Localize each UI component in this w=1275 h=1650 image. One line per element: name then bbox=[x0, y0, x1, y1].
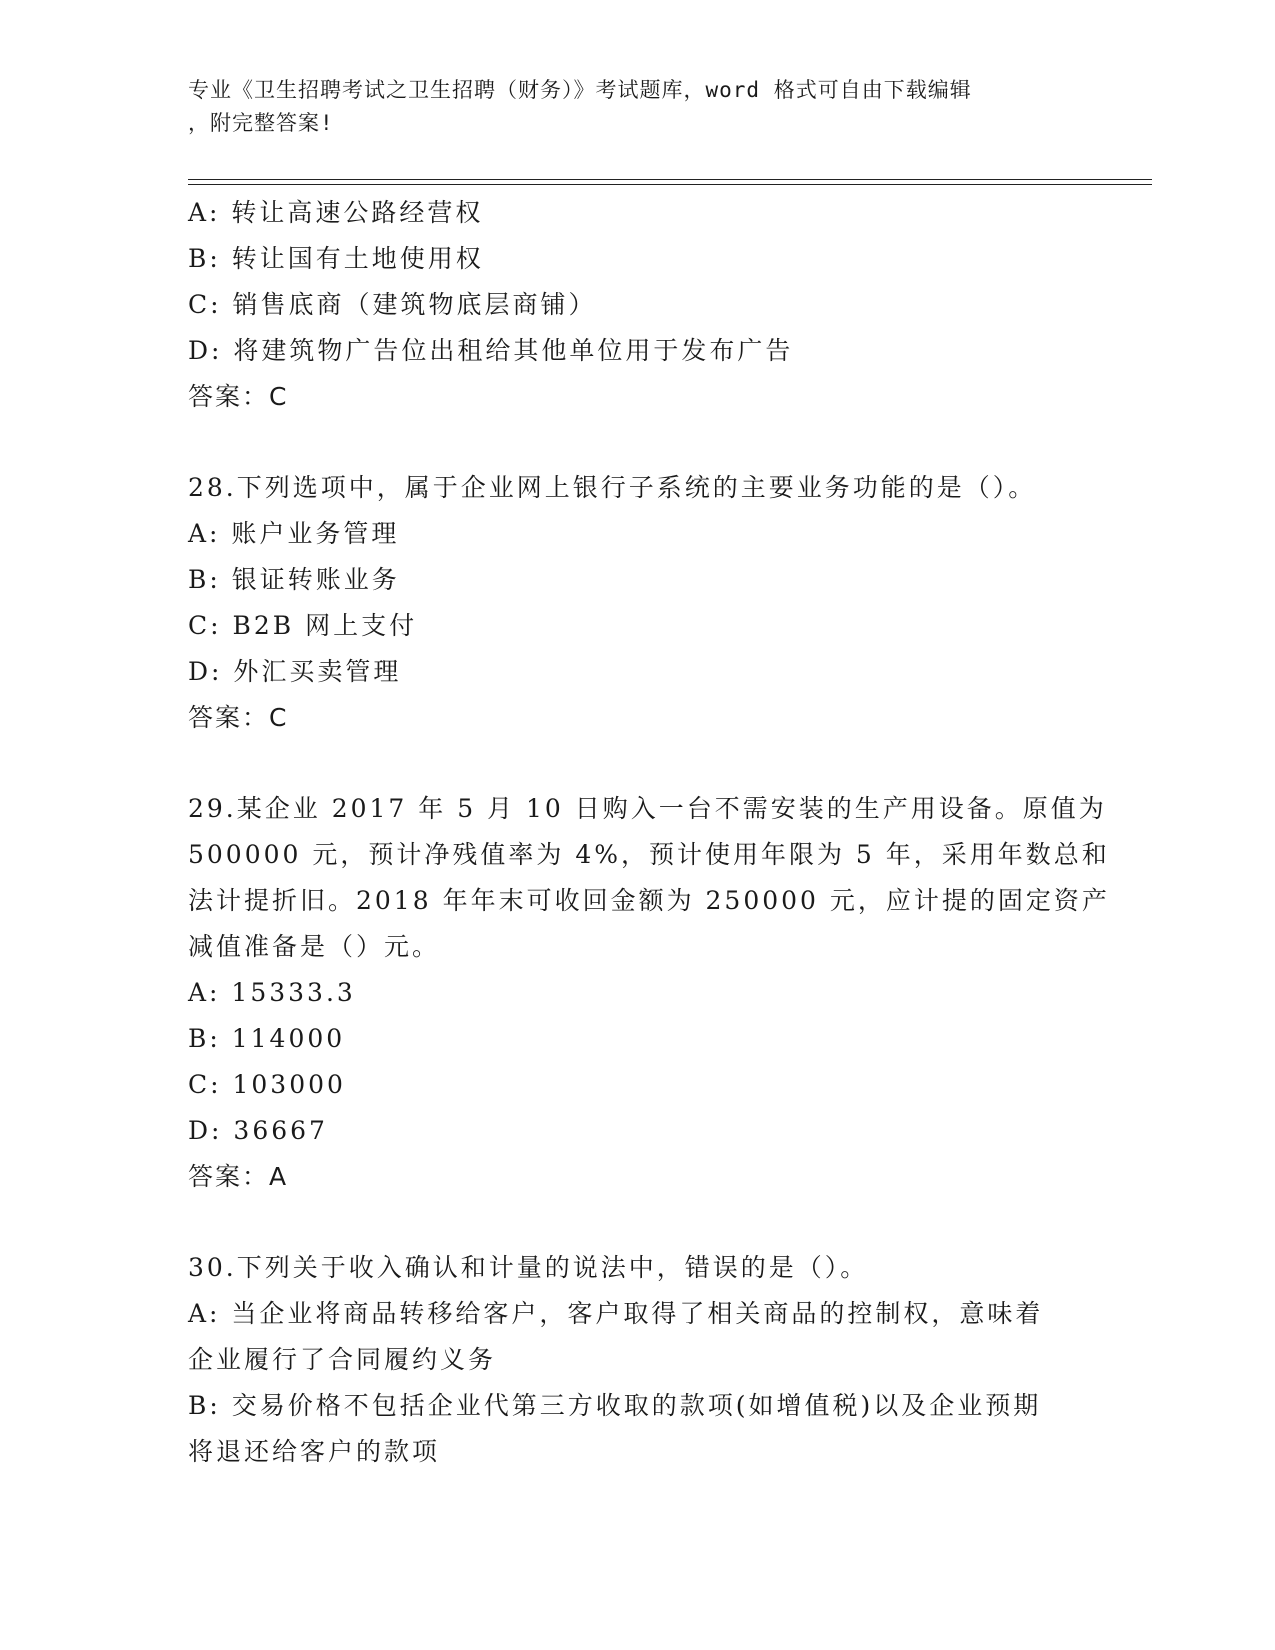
header-divider-top bbox=[188, 179, 1152, 180]
option-a: A: 账户业务管理 bbox=[188, 519, 400, 548]
answer-label: 答案：C bbox=[188, 382, 289, 411]
question-28 bbox=[188, 465, 1088, 741]
option-c: C: 销售底商（建筑物底层商铺） bbox=[188, 290, 597, 319]
question-30 bbox=[188, 1245, 1088, 1475]
option-d: D: 36667 bbox=[188, 1116, 328, 1145]
option-c: C: B2B 网上支付 bbox=[188, 611, 418, 640]
question-29 bbox=[188, 786, 1110, 1200]
option-d: D: 外汇买卖管理 bbox=[188, 657, 402, 686]
question-stem: 30.下列关于收入确认和计量的说法中，错误的是（）。 bbox=[188, 1253, 869, 1282]
option-c: C: 103000 bbox=[188, 1070, 346, 1099]
option-a: A: 转让高速公路经营权 bbox=[188, 198, 484, 227]
option-b: B: 转让国有土地使用权 bbox=[188, 244, 484, 273]
header-divider-bottom bbox=[188, 184, 1152, 185]
option-a-line: A: 当企业将商品转移给客户，客户取得了相关商品的控制权，意味着 bbox=[188, 1299, 1044, 1328]
answer-label: 答案：C bbox=[188, 703, 289, 732]
question-spacer bbox=[188, 1200, 1088, 1245]
option-b-line: B: 交易价格不包括企业代第三方收取的款项(如增值税)以及企业预期 bbox=[188, 1391, 1042, 1420]
option-a: A: 15333.3 bbox=[188, 978, 356, 1007]
question-stem-line: 法计提折旧。2018 年年末可收回金额为 250000 元，应计提的固定资产 bbox=[188, 886, 1110, 915]
answer-label: 答案：A bbox=[188, 1162, 289, 1191]
question-list bbox=[188, 190, 1110, 1475]
option-b-line: 将退还给客户的款项 bbox=[188, 1437, 441, 1466]
question-stem-line: 500000 元，预计净残值率为 4%，预计使用年限为 5 年，采用年数总和 bbox=[188, 840, 1110, 869]
option-b: B: 114000 bbox=[188, 1024, 346, 1053]
question-stem-line: 减值准备是（）元。 bbox=[188, 932, 441, 961]
option-b: B: 银证转账业务 bbox=[188, 565, 400, 594]
question-spacer bbox=[188, 420, 1088, 465]
document-header bbox=[188, 74, 1088, 140]
option-d: D: 将建筑物广告位出租给其他单位用于发布广告 bbox=[188, 336, 794, 365]
question-spacer bbox=[188, 741, 1088, 786]
header-line-1: 专业《卫生招聘考试之卫生招聘（财务）》考试题库，word 格式可自由下载编辑 bbox=[188, 78, 972, 102]
option-a-line: 企业履行了合同履约义务 bbox=[188, 1345, 497, 1374]
question-stem-line: 29.某企业 2017 年 5 月 10 日购入一台不需安装的生产用设备。原值为 bbox=[188, 794, 1107, 823]
question-27 bbox=[188, 190, 1088, 420]
question-stem: 28.下列选项中，属于企业网上银行子系统的主要业务功能的是（）。 bbox=[188, 473, 1037, 502]
header-line-2: ，附完整答案! bbox=[188, 111, 334, 135]
